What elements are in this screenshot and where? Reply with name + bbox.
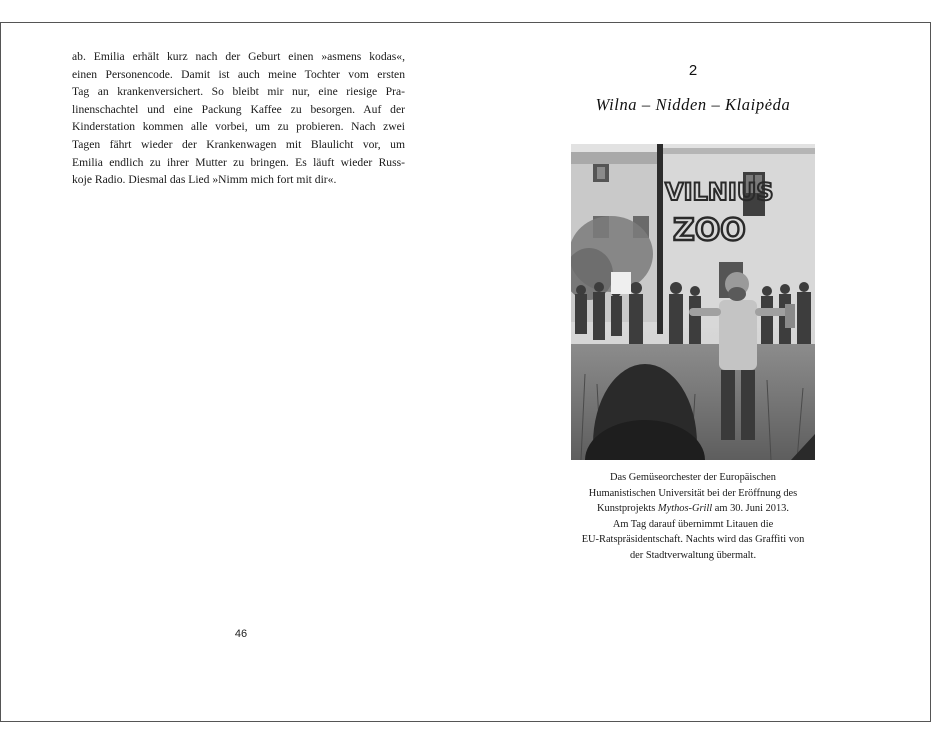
caption-line: Das Gemüseorchester der Europäischen (610, 472, 776, 483)
photo-caption (548, 470, 838, 563)
caption-line: der Stadtverwaltung übermalt. (629, 549, 757, 561)
caption-text: Kunstprojekts (597, 503, 658, 514)
text-line: Kinderstation kommen alle vorbei, um zu probieren. Nach zwei (72, 120, 405, 134)
text-line: Emilia endlich zu ihrer Mutter zu bringen. Es läuft wieder Russ- (72, 155, 405, 169)
text-line: Tagen fährt wieder der Krankenwagen mit Blaulicht vor, um (72, 137, 405, 151)
graffiti-vilnius: VILNIUS (665, 178, 774, 206)
chapter-title: Wilna – Nidden – Klaipėda (595, 95, 791, 114)
caption-line: EU-Ratspräsidentschaft. Nachts wird das Graffiti von (581, 534, 805, 545)
caption-line: Am Tag darauf übernimmt Litauen die (612, 518, 774, 530)
caption-line: Humanistischen Universität bei der Eröffnung des (588, 487, 798, 499)
text-line: linenschachtel und eine Packung Kaffee zu besorgen. Auf der (72, 102, 405, 116)
text-line: Tag an krankenversichert. So bleibt mir nur, eine riesige Pra- (72, 85, 405, 99)
body-paragraph (72, 48, 405, 189)
text-line: ab. Emilia erhält kurz nach der Geburt einen »asmens kodas«, (72, 50, 405, 63)
caption-text: am 30. Juni 2013. (712, 503, 789, 514)
chapter-number: 2 (688, 62, 698, 79)
project-name: Mythos-Grill (657, 503, 713, 514)
graffiti-zoo: ZOO (673, 213, 746, 248)
left-page (72, 48, 405, 189)
photo-illustration (571, 144, 815, 460)
page-number: 46 (234, 628, 248, 640)
text-line: einen Personencode. Damit ist auch meine Tochter vom ersten (72, 67, 405, 81)
caption-line (548, 501, 838, 517)
text-line: koje Radio. Diesmal das Lied »Nimm mich fort mit dir«. (72, 173, 337, 187)
chapter-photo (571, 144, 815, 460)
